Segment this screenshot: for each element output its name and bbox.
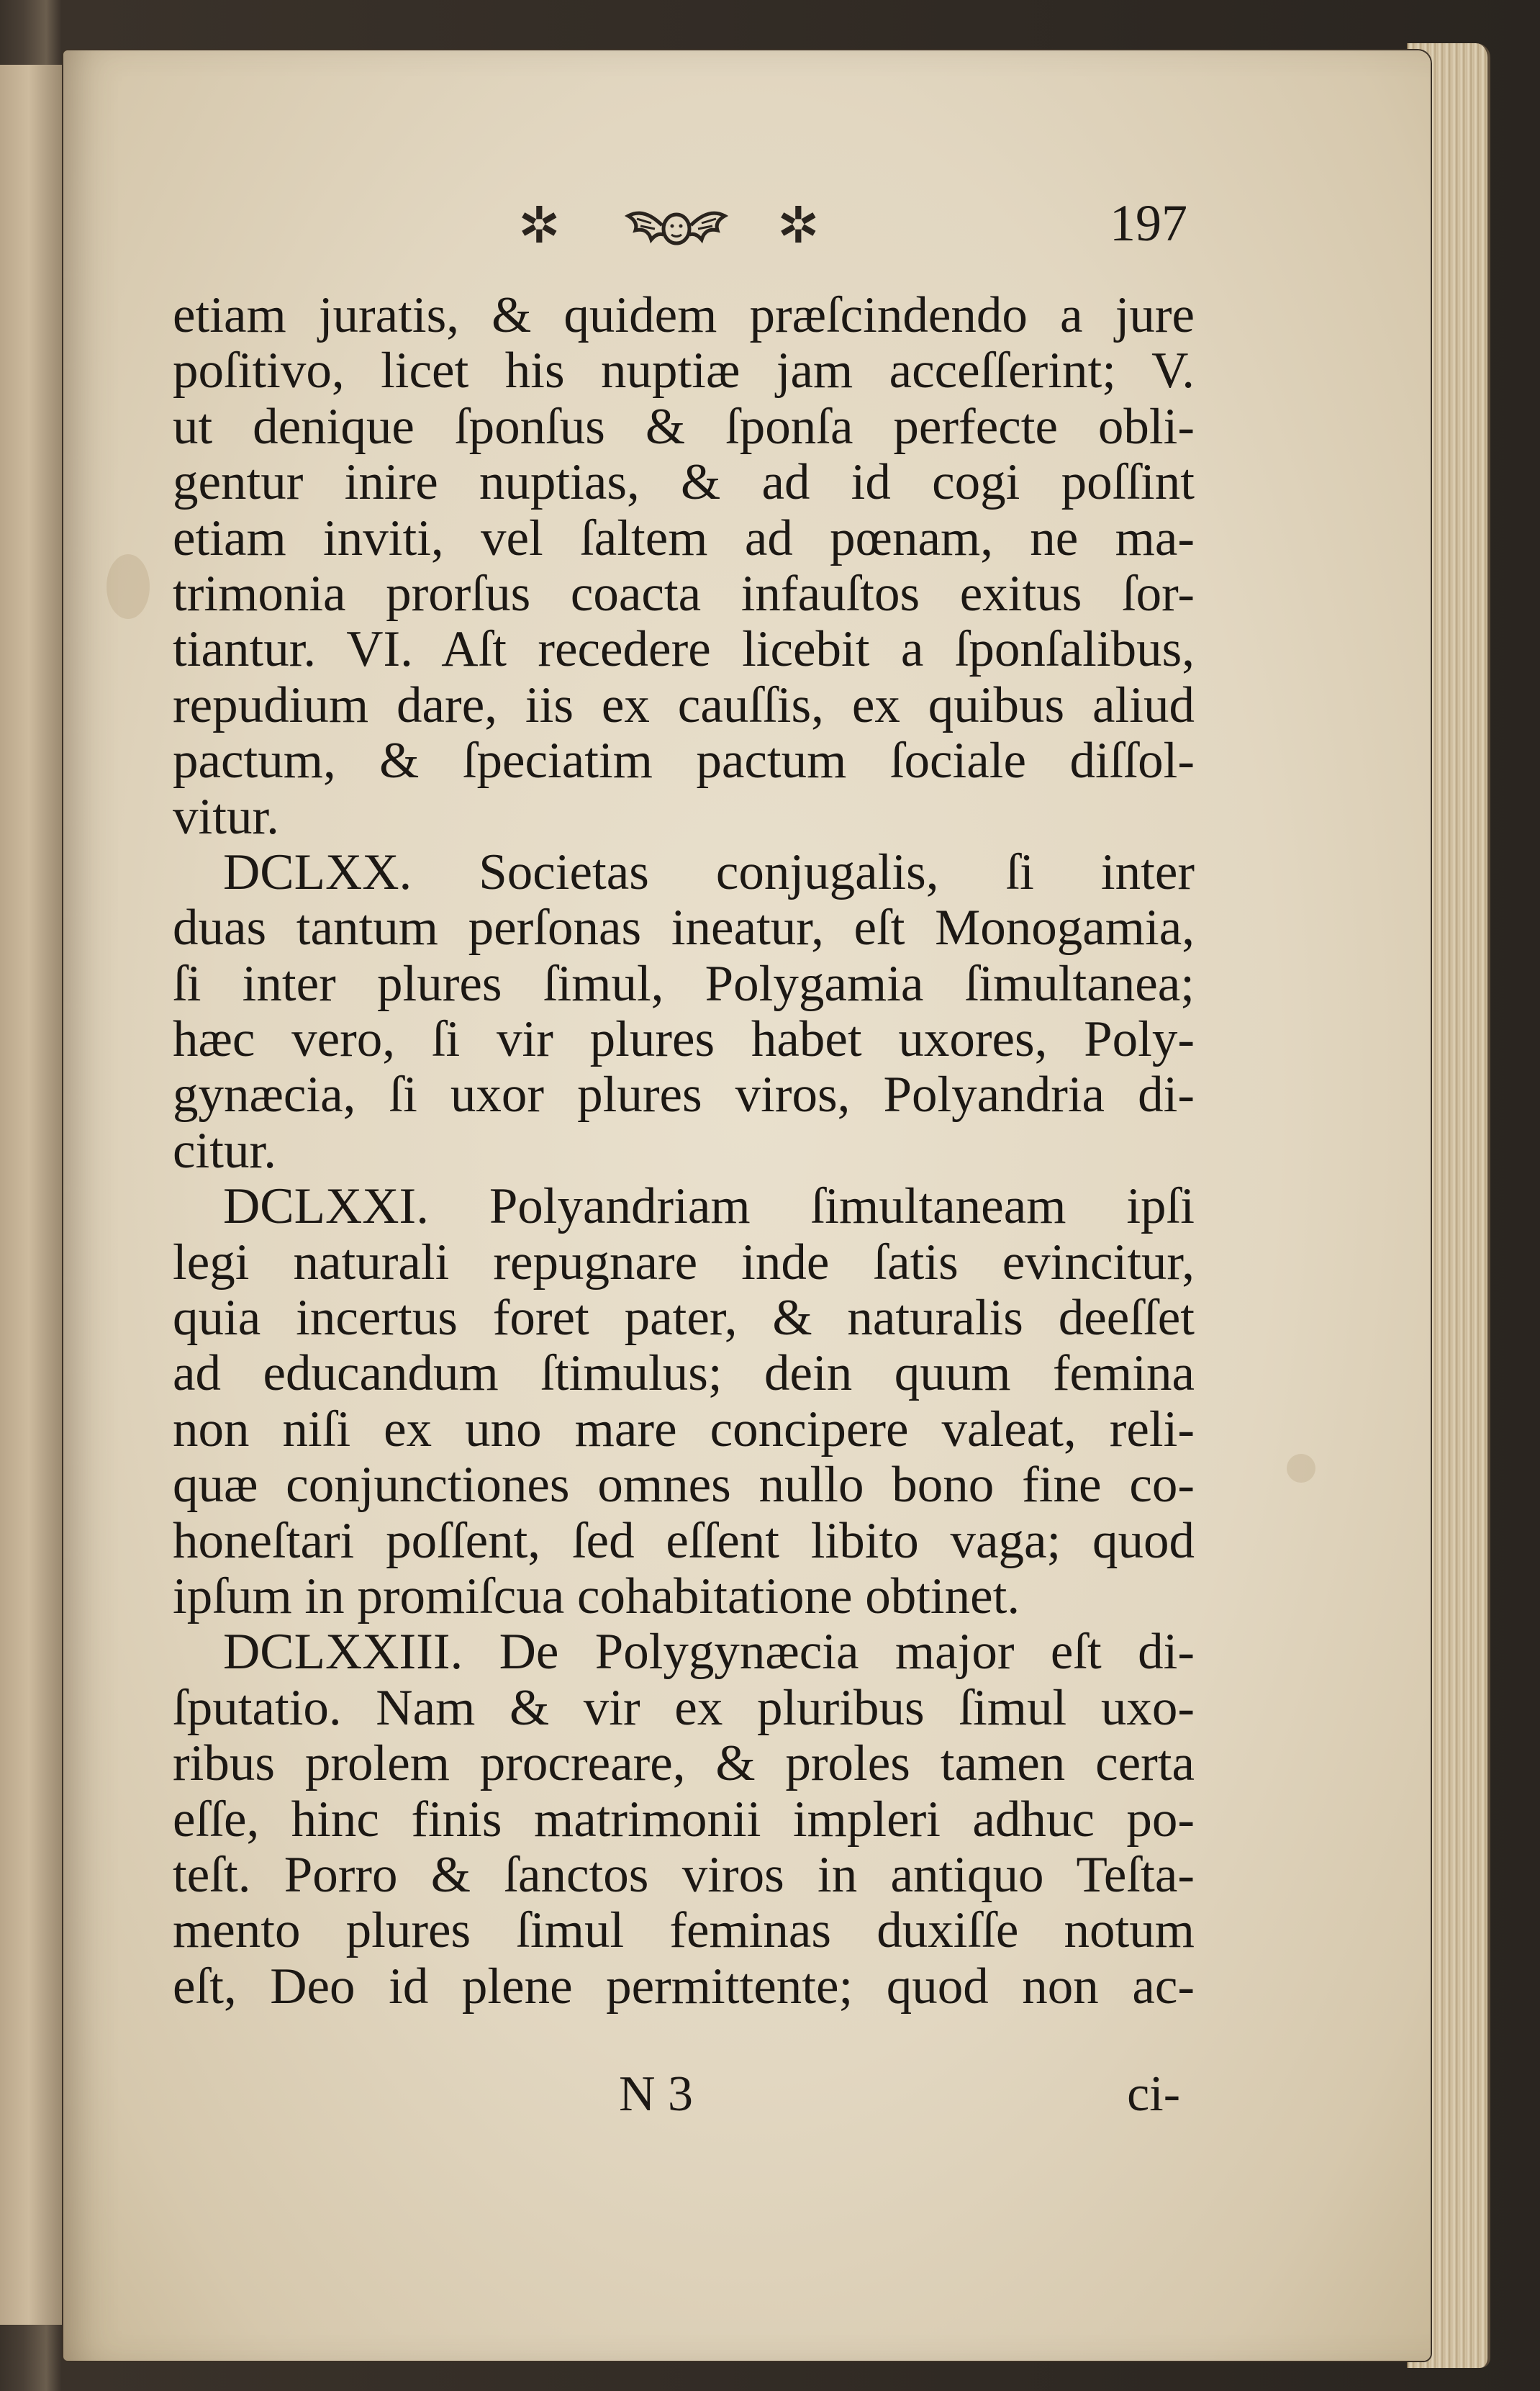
text-line: eſt, Deo id plene permittente; quod non ac-	[173, 1958, 1195, 2015]
text-line: repudium dare, iis ex cauſſis, ex quibus aliud	[173, 677, 1195, 733]
text-line: ſputatio. Nam & vir ex pluribus ſimul uxo-	[173, 1679, 1195, 1736]
text-line: ſi inter plures ſimul, Polygamia ſimultanea;	[173, 955, 1195, 1012]
paragraph-start-line: DCLXX. Societas conjugalis, ſi inter	[223, 844, 1195, 900]
text-line: eſſe, hinc finis matrimonii impleri adhuc po-	[173, 1791, 1195, 1848]
catchword: ci-	[1127, 2066, 1180, 2122]
text-block	[173, 288, 1195, 2015]
text-line: duas tantum perſonas ineatur, eſt Monogamia,	[173, 900, 1195, 957]
text-line: hæc vero, ſi vir plures habet uxores, Poly-	[173, 1011, 1195, 1068]
text-line: teſt. Porro & ſanctos viros in antiquo Teſta-	[173, 1846, 1195, 1903]
text-line: poſitivo, licet his nuptiæ jam acceſſerint; V.	[173, 343, 1195, 399]
text-line: citur.	[173, 1122, 276, 1179]
text-line: pactum, & ſpeciatim pactum ſociale diſſol-	[173, 733, 1195, 790]
text-line: quia incertus foret pater, & naturalis deeſſet	[173, 1290, 1195, 1347]
text-line: ad educandum ſtimulus; dein quum femina	[173, 1345, 1195, 1402]
text-line: tiantur. VI. Aſt recedere licebit a ſponſalibus,	[173, 621, 1195, 678]
running-head	[518, 194, 1187, 259]
text-line: non niſi ex uno mare concipere valeat, reli-	[173, 1401, 1195, 1457]
text-line: gentur inire nuptias, & ad id cogi poſſint	[173, 454, 1195, 511]
text-line: ut denique ſponſus & ſponſa perfecte obli-	[173, 398, 1195, 455]
paragraph-start-line: DCLXXI. Polyandriam ſimultaneam ipſi	[223, 1178, 1195, 1235]
text-line: etiam inviti, vel ſaltem ad pœnam, ne ma-	[173, 510, 1195, 566]
page-number: 197	[1110, 194, 1187, 252]
text-line: mento plures ſimul feminas duxiſſe notum	[173, 1902, 1195, 1959]
signature-mark: N 3	[619, 2066, 694, 2122]
text-line: legi naturali repugnare inde ſatis evincitur,	[173, 1234, 1195, 1291]
text-line: etiam juratis, & quidem præſcindendo a jure	[173, 287, 1195, 343]
text-line: ribus prolem procreare, & proles tamen certa	[173, 1735, 1195, 1792]
text-line: quæ conjunctiones omnes nullo bono fine co-	[173, 1457, 1195, 1514]
text-line: trimonia prorſus coacta infauſtos exitus ſor-	[173, 565, 1195, 622]
star-ornament-icon: ✲	[777, 196, 820, 255]
text-line: gynæcia, ſi uxor plures viros, Polyandria di-	[173, 1067, 1195, 1124]
star-ornament-icon: ✲	[518, 196, 561, 255]
paper-stain	[1287, 1454, 1315, 1483]
paper-stain	[107, 554, 150, 619]
cherub-ornament-icon	[622, 200, 730, 254]
page-footer	[173, 2066, 1195, 2123]
paragraph-start-line: DCLXXIII. De Polygynæcia major eſt di-	[223, 1624, 1195, 1681]
text-line: honeſtari poſſent, ſed eſſent libito vaga; quod	[173, 1512, 1195, 1569]
text-line: vitur.	[173, 788, 279, 845]
text-line: ipſum in promiſcua cohabitatione obtinet.	[173, 1568, 1020, 1624]
